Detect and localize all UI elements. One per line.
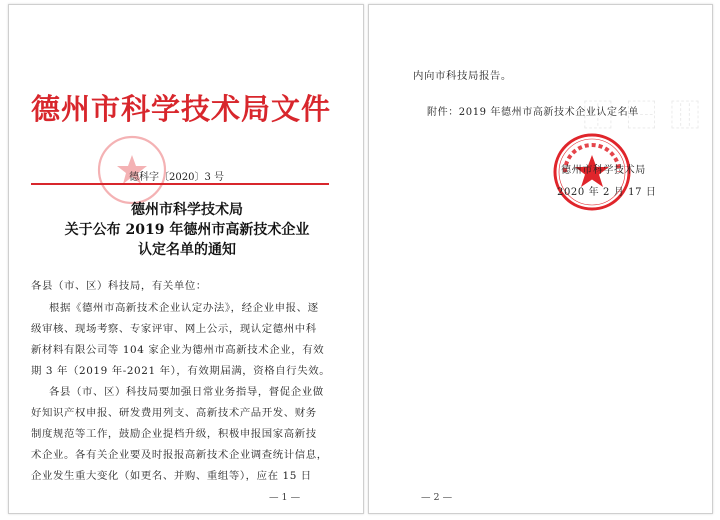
continuation-line: 内向市科技局报告。: [413, 70, 512, 82]
show-through-watermark: ⿰ ⿱ ⿲: [582, 99, 702, 134]
body-line: 新材料有限公司等 104 家企业为德州市高新技术企业，有效: [31, 344, 325, 356]
issuer-name: 德州市科学技术局: [561, 165, 646, 176]
notice-title-line-1: 德州市科学技术局: [131, 202, 243, 218]
issue-date: 2020 年 2 月 17 日: [557, 187, 657, 198]
body-line: 级审核、现场考察、专家评审、网上公示，现认定德州中科: [31, 323, 317, 335]
body-line: 好知识产权申报、研发费用列支、高新技术产品开发、财务: [31, 407, 317, 419]
notice-title-line-3: 认定名单的通知: [138, 242, 236, 258]
body-line: 根据《德州市高新技术企业认定办法》，经企业申报、逐: [49, 302, 319, 314]
body-line: 期 3 年（2019 年-2021 年），有效期届满，资格自行失效。: [31, 365, 331, 377]
page-number: — 1 —: [269, 492, 301, 503]
body-line: 各县（市、区）科技局要加强日常业务指导，督促企业做: [49, 386, 324, 398]
notice-title-line-2: 关于公布 2019 年德州市高新技术企业: [64, 222, 310, 238]
salutation: 各县（市、区）科技局，有关单位：: [31, 280, 207, 292]
body-line: 企业发生重大变化（如更名、并购、重组等），应在 15 日: [31, 470, 312, 482]
document-page-1: [8, 4, 364, 514]
document-number: 德科字〔2020〕3 号: [129, 172, 224, 183]
document-page-2: [368, 4, 713, 514]
body-line: 制度规范等工作，鼓励企业提档升级，积极申报国家高新技: [31, 428, 317, 440]
red-header: 德州市科学技术局文件: [31, 92, 332, 126]
page-number: — 2 —: [421, 492, 453, 503]
attachment-line: 附件：2019 年德州市高新技术企业认定名单: [427, 107, 639, 118]
body-line: 术企业。各有关企业要及时报报高新技术企业调查统计信息，: [31, 449, 328, 461]
red-divider-line: [31, 183, 329, 185]
